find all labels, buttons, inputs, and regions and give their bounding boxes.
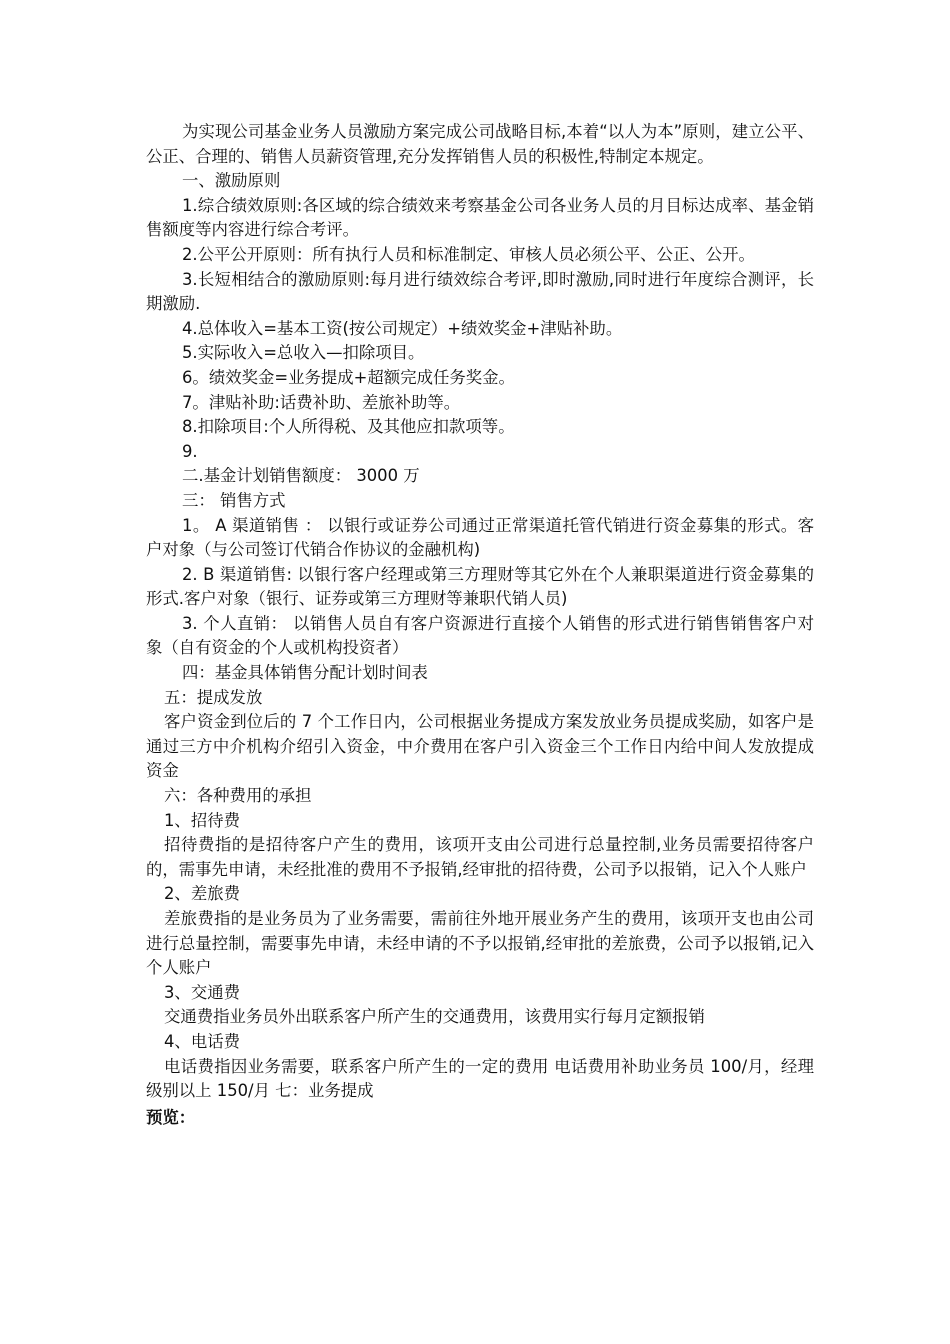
paragraph: 4.总体收入=基本工资(按公司规定）+绩效奖金+津贴补助。 [182, 318, 623, 338]
paragraph: 5.实际收入=总收入—扣除项目。 [182, 343, 425, 363]
paragraph: 6。绩效奖金=业务提成+超额完成任务奖金。 [182, 367, 515, 387]
paragraph: 客户资金到位后的 7 个工作日内，公司根据业务提成方案发放业务员提成奖励，如客户是通过三方中介机构介绍引入资金，中介费用在客户引入资金三个工作日内给中间人发放提成资金 [146, 712, 814, 781]
paragraph: 8.扣除项目:个人所得税、及其他应扣款项等。 [182, 417, 515, 437]
section-heading: 六：各种费用的承担 [164, 786, 312, 806]
section-heading: 一、激励原则 [182, 171, 281, 191]
paragraph: 交通费指业务员外出联系客户所产生的交通费用，该费用实行每月定额报销 [164, 1007, 705, 1027]
section-heading: 三： 销售方式 [182, 490, 286, 510]
subsection-heading: 2、差旅费 [164, 884, 240, 904]
paragraph: 3.长短相结合的激励原则:每月进行绩效综合考评,即时激励,同时进行年度综合测评，长期激励. [146, 269, 814, 314]
section-heading: 四：基金具体销售分配计划时间表 [182, 663, 428, 683]
paragraph: 7。津贴补助:话费补助、差旅补助等。 [182, 392, 461, 412]
section-heading: 二.基金计划销售额度： 3000 万 [182, 466, 420, 486]
paragraph: 招待费指的是招待客户产生的费用，该项开支由公司进行总量控制,业务员需要招待客户的，需事先申请，未经批准的费用不予报销,经审批的招待费，公司予以报销，记入个人账户 [146, 835, 814, 879]
preview-label: 预览： [146, 1107, 196, 1127]
document-page [146, 120, 814, 1130]
paragraph: 1.综合绩效原则:各区域的综合绩效来考察基金公司各业务人员的月目标达成率、基金销售额度等内容进行综合考评。 [146, 195, 814, 240]
paragraph: 电话费指因业务需要，联系客户所产生的一定的费用 电话费用补助业务员 100/月，经理级别以上 150/月 七：业务提成 [146, 1056, 814, 1101]
paragraph: 2.公平公开原则：所有执行人员和标准制定、审核人员必须公平、公正、公开。 [182, 244, 755, 264]
subsection-heading: 3、交通费 [164, 982, 240, 1002]
paragraph: 为实现公司基金业务人员激励方案完成公司战略目标,本着“以人为本”原则，建立公平、公正、合理的、销售人员薪资管理,充分发挥销售人员的积极性,特制定本规定。 [146, 122, 814, 166]
paragraph: 9. [182, 441, 198, 461]
subsection-heading: 1、招待费 [164, 810, 240, 830]
subsection-heading: 4、电话费 [164, 1031, 240, 1051]
paragraph: 3. 个人直销： 以销售人员自有客户资源进行直接个人销售的形式进行销售销售客户对象（自有资金的个人或机构投资者） [146, 613, 814, 658]
paragraph: 差旅费指的是业务员为了业务需要，需前往外地开展业务产生的费用，该项开支也由公司进行总量控制，需要事先申请，未经申请的不予以报销,经审批的差旅费，公司予以报销,记入个人账户 [146, 909, 814, 978]
section-heading: 五：提成发放 [164, 687, 263, 707]
paragraph: 1。 A 渠道销售 ： 以银行或证券公司通过正常渠道托管代销进行资金募集的形式。客户对象（与公司签订代销合作协议的金融机构) [146, 515, 814, 560]
paragraph: 2. B 渠道销售: 以银行客户经理或第三方理财等其它外在个人兼职渠道进行资金募集的形式.客户对象（银行、证券或第三方理财等兼职代销人员) [146, 564, 814, 609]
